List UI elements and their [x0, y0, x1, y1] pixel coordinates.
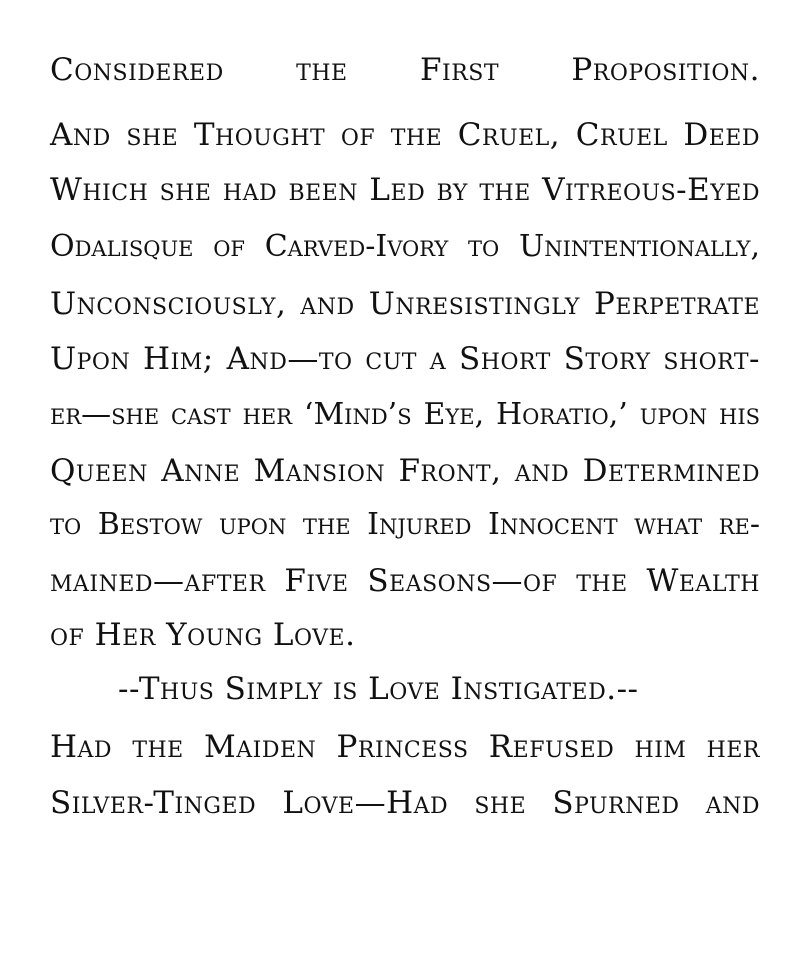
text-line-2: And she Thought of the Cruel, Cruel Deed [50, 117, 760, 153]
text-line-7: er—she cast her ‘Mind’s Eye, Horatio,’ upon his [50, 397, 760, 432]
text-line-11: of Her Young Love. [50, 617, 356, 653]
text-line-4: Odalisque of Carved-Ivory to Unintentionally, [50, 229, 760, 264]
text-line-14: Silver-Tinged Love—Had she Spurned and [50, 785, 760, 821]
text-line-5: Unconsciously, and Unresistingly Perpetrate [50, 286, 760, 322]
text-line-3: Which she had been Led by the Vitreous-Eyed [50, 172, 760, 208]
text-line-10: mained—after Five Seasons—of the Wealth [50, 563, 760, 599]
text-line-13: Had the Maiden Princess Refused him her [50, 729, 760, 765]
text-line-9: to Bestow upon the Injured Innocent what re- [50, 507, 760, 542]
section-motto: --Thus Simply is Love Instigated.-- [118, 671, 639, 707]
text-line-1: Considered the First Proposition. [50, 52, 760, 88]
text-line-6: Upon Him; And—to cut a Short Story short- [50, 341, 760, 377]
text-line-8: Queen Anne Mansion Front, and Determined [50, 453, 760, 489]
